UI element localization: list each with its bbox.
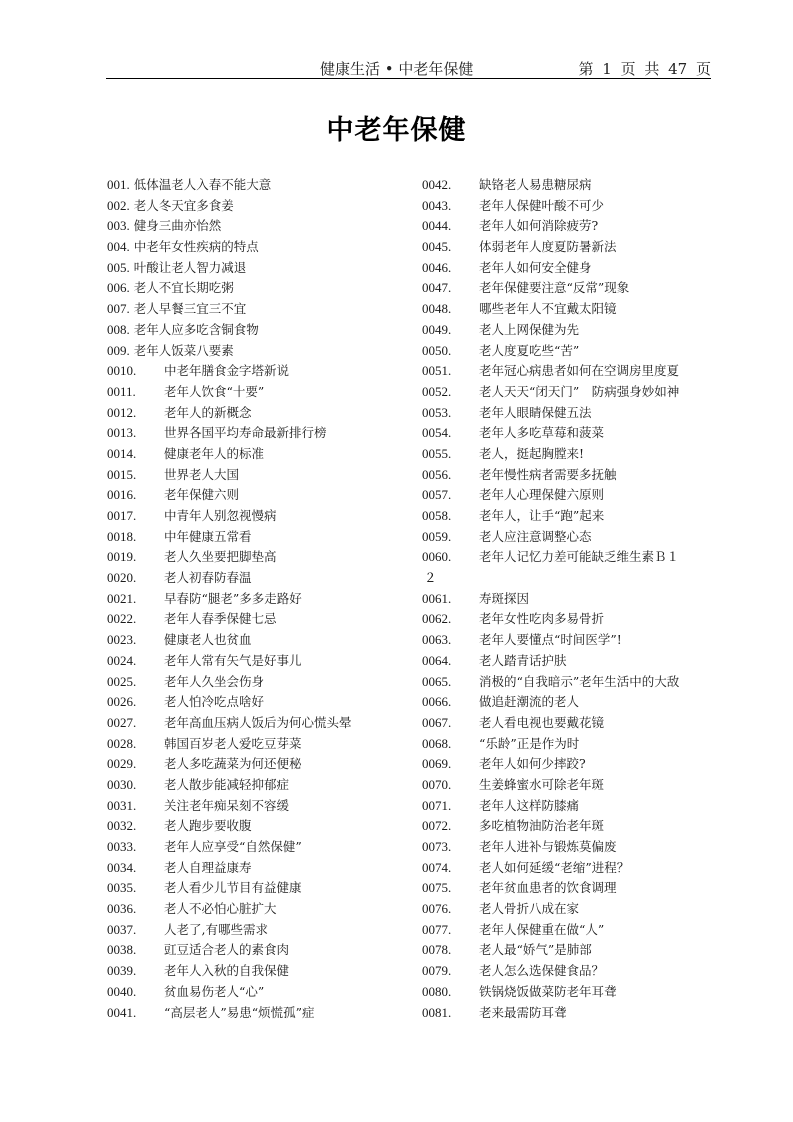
toc-entry-title: 老年高血压病人饭后为何心慌头晕 <box>164 714 352 730</box>
toc-entry-title: 豇豆适合老人的素食肉 <box>164 942 290 958</box>
toc-entry-number: 004. <box>107 239 130 255</box>
toc-entry-number: 0012. <box>107 404 137 420</box>
toc-entry-number: 0063. <box>422 632 452 648</box>
toc-entry-number: 0030. <box>107 776 137 792</box>
toc-entry[interactable] <box>422 403 722 424</box>
toc-entry[interactable] <box>422 816 722 837</box>
toc-entry-number: 0038. <box>107 942 137 958</box>
toc-entry[interactable] <box>422 423 722 444</box>
toc-entry-number: 0024. <box>107 652 137 668</box>
toc-entry[interactable] <box>107 382 407 403</box>
toc-entry-title: 老年人的新概念 <box>164 404 252 420</box>
toc-entry[interactable] <box>107 734 407 755</box>
toc-entry-number: 0058. <box>422 508 452 523</box>
toc-entry-number: 0076. <box>422 901 452 917</box>
toc-entry[interactable] <box>422 341 722 362</box>
toc-entry[interactable] <box>422 196 722 217</box>
toc-entry[interactable] <box>422 320 722 341</box>
toc-entry-title: 老人初春防春温 <box>164 570 252 586</box>
toc-entry[interactable] <box>422 734 722 755</box>
toc-entry-title: 老人上网保健为先 <box>479 321 580 337</box>
toc-entry-title: 老年人进补与锻炼莫偏废 <box>479 839 617 854</box>
toc-entry-title: 老人不宜长期吃粥 <box>133 280 234 296</box>
toc-entry-number: 0081. <box>422 1004 452 1020</box>
toc-entry-number: 0032. <box>107 818 137 834</box>
toc-entry-number: 0074. <box>422 859 452 875</box>
toc-entry-title: 健康老人也贫血 <box>164 632 252 648</box>
toc-entry-title: 叶酸让老人智力减退 <box>133 259 247 275</box>
toc-entry-title: 老年人这样防膝痛 <box>479 797 580 813</box>
toc-entry-title: 老人久坐要把脚垫高 <box>164 549 277 565</box>
toc-entry[interactable] <box>107 878 407 899</box>
toc-entry-title: 做追赶潮流的老人 <box>479 694 580 710</box>
toc-entry-title: 老人自理益康寿 <box>164 859 252 875</box>
toc-entry-title: 老人应注意调整心态 <box>479 528 592 544</box>
toc-entry-number: 0044. <box>422 218 452 234</box>
toc-entry-title: 贫血易伤老人“心” <box>164 983 265 999</box>
toc-entry-title: 健身三曲亦怡然 <box>133 218 222 234</box>
toc-entry[interactable] <box>107 320 407 341</box>
toc-entry[interactable] <box>107 651 407 672</box>
toc-entry[interactable] <box>107 713 407 734</box>
toc-entry-title: 老年保健要注意“反常”现象 <box>479 280 630 296</box>
toc-entry-title: 哪些老年人不宜戴太阳镜 <box>479 301 617 317</box>
toc-entry[interactable] <box>422 878 722 899</box>
toc-entry[interactable] <box>107 1003 407 1024</box>
toc-entry-number: 0016. <box>107 487 137 503</box>
toc-entry-number: 0060. <box>422 549 452 565</box>
toc-entry[interactable] <box>422 692 722 713</box>
toc-entry[interactable] <box>107 278 407 299</box>
toc-entry-title: 老年人常有矢气是好事儿 <box>164 652 302 668</box>
toc-entry-number: 0017. <box>107 508 137 523</box>
toc-entry-title: 关注老年痴呆刻不容缓 <box>164 797 290 813</box>
toc-entry-title: 世界老人大国 <box>164 466 240 482</box>
toc-entry-number: 0023. <box>107 632 137 648</box>
toc-entry[interactable] <box>422 651 722 672</box>
toc-entry-title: 老人不必怕心脏扩大 <box>164 901 277 917</box>
header-title: 健康生活 • 中老年保健 <box>320 60 474 78</box>
toc-entry[interactable] <box>422 672 722 693</box>
toc-entry-title: 多吃植物油防治老年斑 <box>479 818 605 834</box>
toc-entry-title: 老人多吃蔬菜为何还便秘 <box>164 756 302 772</box>
toc-entry-title: 生姜蜂蜜水可除老年斑 <box>479 776 605 792</box>
toc-entry-number: 0050. <box>422 342 452 358</box>
toc-entry-title: 老年人如何消除疲劳? <box>479 218 599 234</box>
toc-entry-number: 0051. <box>422 363 452 379</box>
toc-entry-number: 0057. <box>422 487 452 503</box>
toc-entry-number: 001. <box>107 177 130 192</box>
toc-entry-number: 0037. <box>107 921 137 937</box>
toc-entry-number: 0069. <box>422 756 452 772</box>
toc-entry-title: 早春防“腿老”多多走路好 <box>164 590 302 606</box>
toc-entry[interactable] <box>422 961 722 982</box>
toc-entry[interactable] <box>107 775 407 796</box>
toc-entry-title: 老年人要懂点“时间医学”! <box>479 632 622 648</box>
toc-entry-title: 老人度夏吃些“苦” <box>479 342 580 358</box>
toc-entry-number: 0010. <box>107 363 137 379</box>
toc-entry-title: 老年人饮食“十要” <box>164 383 265 399</box>
toc-entry-number: 0026. <box>107 694 137 710</box>
toc-entry[interactable] <box>107 982 407 1003</box>
toc-entry-title: 铁锅烧饭做菜防老年耳聋 <box>479 983 617 999</box>
toc-entry-title: 老年慢性病者需要多抚触 <box>479 466 617 482</box>
toc-entry-number: 003. <box>107 218 130 234</box>
toc-entry-number: 0048. <box>422 301 452 317</box>
toc-entry[interactable] <box>422 940 722 961</box>
toc-entry-title: 老人冬天宜多食姜 <box>133 197 234 213</box>
toc-entry-number: 0067. <box>422 714 452 730</box>
toc-entry[interactable] <box>422 527 722 548</box>
toc-entry-title: 老年保健六则 <box>164 487 240 503</box>
toc-entry-number: 0052. <box>422 383 452 399</box>
toc-entry-number: 0078. <box>422 942 452 958</box>
toc-entry[interactable] <box>107 692 407 713</box>
toc-entry-number: 0040. <box>107 983 137 999</box>
toc-entry-title: 老年人如何安全健身 <box>479 259 592 275</box>
toc-entry-number: 0022. <box>107 611 137 627</box>
toc-entry[interactable] <box>107 837 407 858</box>
toc-entry-title: 老人跑步要收腹 <box>164 818 252 834</box>
toc-entry-title: 人老了,有哪些需求 <box>164 921 268 937</box>
toc-entry-number: 0047. <box>422 280 452 296</box>
toc-entry[interactable] <box>107 423 407 444</box>
toc-entry[interactable] <box>422 485 722 506</box>
toc-entry-number: 0014. <box>107 445 137 461</box>
toc-entry-number: 0025. <box>107 673 137 689</box>
toc-entry-title: 老人最“娇气”是肺部 <box>479 942 592 958</box>
toc-entry-number: 0041. <box>107 1004 137 1020</box>
toc-entry-title: 老年女性吃肉多易骨折 <box>479 611 605 627</box>
toc-entry[interactable] <box>107 858 407 879</box>
toc-entry[interactable] <box>107 485 407 506</box>
toc-entry-title: 老年人入秋的自我保健 <box>164 963 290 979</box>
toc-entry[interactable] <box>107 672 407 693</box>
toc-entry[interactable] <box>422 858 722 879</box>
toc-entry-number: 0039. <box>107 963 137 979</box>
toc-entry-title: 老人看电视也要戴花镜 <box>479 714 605 730</box>
toc-entry-number: 0046. <box>422 259 452 275</box>
toc-entry-number: 0015. <box>107 466 137 482</box>
toc-entry-title: 老年人记忆力差可能缺乏维生素Ｂ１ <box>479 549 680 565</box>
toc-entry-number: 0059. <box>422 528 452 544</box>
toc-entry-number: 008. <box>107 321 130 337</box>
toc-entry-title: 世界各国平均寿命最新排行榜 <box>164 425 327 441</box>
toc-entry[interactable] <box>422 216 722 237</box>
toc-entry-title: 中青年人别忽视慢病 <box>164 508 277 523</box>
toc-entry[interactable] <box>107 547 407 568</box>
toc-entry[interactable] <box>107 589 407 610</box>
toc-entry[interactable] <box>422 796 722 817</box>
toc-entry[interactable] <box>422 899 722 920</box>
toc-entry-number: 0053. <box>422 404 452 420</box>
toc-entry-number: 0042. <box>422 177 452 192</box>
toc-entry-number: 0056. <box>422 466 452 482</box>
toc-entry[interactable] <box>422 465 722 486</box>
toc-entry-number: 006. <box>107 280 130 296</box>
toc-entry-title: 老年人应多吃含铜食物 <box>133 321 259 337</box>
toc-right-column <box>422 175 722 1023</box>
toc-entry-number: 002. <box>107 197 130 213</box>
toc-entry[interactable] <box>107 816 407 837</box>
toc-entry-title: 老年人心理保健六原则 <box>479 487 605 503</box>
toc-entry-title: 老人如何延缓“老缩”进程？ <box>479 859 630 875</box>
toc-entry-number: 0027. <box>107 714 137 730</box>
toc-entry-title: 中老年女性疾病的特点 <box>133 239 259 255</box>
toc-entry-number: 0073. <box>422 839 452 854</box>
toc-entry-number: 0077. <box>422 921 452 937</box>
toc-entry[interactable] <box>107 961 407 982</box>
toc-entry-number: 009. <box>107 342 130 358</box>
toc-entry[interactable] <box>422 609 722 630</box>
toc-entry-title: 韩国百岁老人爱吃豆芽菜 <box>164 735 302 751</box>
toc-entry-title: 老年人，让手“跑”起来 <box>479 508 605 523</box>
toc-entry-title: 老人，挺起胸膛来! <box>479 445 585 461</box>
page-counter: 第 1 页 共 47 页 <box>578 60 711 78</box>
toc-entry-title: “高层老人”易患“烦慌孤”症 <box>164 1004 315 1020</box>
toc-entry[interactable] <box>422 175 722 196</box>
toc-entry[interactable] <box>107 403 407 424</box>
toc-entry-title: 老年人久坐会伤身 <box>164 673 265 689</box>
toc-entry-number: 0065. <box>422 673 452 689</box>
toc-entry[interactable] <box>107 609 407 630</box>
toc-entry[interactable] <box>422 258 722 279</box>
toc-entry[interactable] <box>107 299 407 320</box>
toc-entry-title: 老人骨折八成在家 <box>479 901 580 917</box>
toc-entry-title-continuation: ２ <box>424 570 437 586</box>
toc-entry-number: 0080. <box>422 983 452 999</box>
toc-entry[interactable] <box>422 589 722 610</box>
toc-entry[interactable] <box>422 361 722 382</box>
toc-entry-title: 老年人保健重在做“人” <box>479 921 605 937</box>
toc-entry-title: 低体温老人入春不能大意 <box>133 177 272 192</box>
toc-entry[interactable] <box>107 361 407 382</box>
toc-entry-number: 0062. <box>422 611 452 627</box>
toc-entry[interactable] <box>422 837 722 858</box>
toc-entry-title: 老年贫血患者的饮食调理 <box>479 880 617 896</box>
toc-entry[interactable] <box>422 506 722 527</box>
toc-entry-number: 0061. <box>422 590 452 606</box>
toc-entry[interactable] <box>422 920 722 941</box>
toc-entry-title: 老人踏青话护肤 <box>479 652 567 668</box>
toc-entry-number: 0019. <box>107 549 137 565</box>
toc-entry-title: 缺铬老人易患糖尿病 <box>479 177 592 192</box>
toc-entry[interactable] <box>422 299 722 320</box>
toc-entry-title: 老年人眼睛保健五法 <box>479 404 592 420</box>
toc-entry-number: 0066. <box>422 694 452 710</box>
toc-entry-number: 0054. <box>422 425 452 441</box>
toc-entry-number: 0036. <box>107 901 137 917</box>
toc-entry[interactable] <box>422 382 722 403</box>
toc-entry-title: 老年人如何少摔跤? <box>479 756 586 772</box>
toc-entry[interactable] <box>107 796 407 817</box>
toc-entry-number: 0055. <box>422 445 452 461</box>
toc-entry-number: 0035. <box>107 880 137 896</box>
toc-entry[interactable] <box>422 444 722 465</box>
toc-entry[interactable] <box>107 754 407 775</box>
toc-entry[interactable] <box>107 940 407 961</box>
toc-entry-number: 0043. <box>422 197 452 213</box>
toc-entry-number: 0068. <box>422 735 452 751</box>
toc-entry-title: 老年人保健叶酸不可少 <box>479 197 605 213</box>
toc-entry[interactable] <box>107 216 407 237</box>
toc-entry[interactable] <box>422 1003 722 1024</box>
toc-entry[interactable] <box>422 713 722 734</box>
toc-entry-number: 005. <box>107 259 130 275</box>
toc-entry-number: 0079. <box>422 963 452 979</box>
toc-entry-title: 老人看少儿节目有益健康 <box>164 880 302 896</box>
toc-entry-number: 0049. <box>422 321 452 337</box>
toc-entry[interactable] <box>107 341 407 362</box>
toc-entry-title: 寿斑探因 <box>479 590 530 606</box>
toc-entry[interactable] <box>422 775 722 796</box>
toc-entry-title: 老年人春季保健七忌 <box>164 611 277 627</box>
toc-entry-title: 中年健康五常看 <box>164 528 252 544</box>
toc-entry-number: 0071. <box>422 797 452 813</box>
toc-entry[interactable] <box>107 258 407 279</box>
toc-entry[interactable] <box>107 506 407 527</box>
toc-entry-number: 0020. <box>107 570 137 586</box>
toc-entry-number: 0033. <box>107 839 137 854</box>
toc-entry-number: 0070. <box>422 776 452 792</box>
document-title: 中老年保健 <box>326 115 467 146</box>
toc-entry-title: 体弱老年人度夏防暑新法 <box>479 239 617 255</box>
toc-entry-title: 老人怕冷吃点啥好 <box>164 694 265 710</box>
toc-entry[interactable] <box>422 754 722 775</box>
toc-entry-title: 中老年膳食金字塔新说 <box>164 363 290 379</box>
toc-entry-number: 0072. <box>422 818 452 834</box>
toc-entry-number: 007. <box>107 301 130 317</box>
toc-entry[interactable] <box>107 237 407 258</box>
toc-entry-number: 0045. <box>422 239 452 255</box>
toc-entry[interactable] <box>422 982 722 1003</box>
toc-entry-title: 老来最需防耳聋 <box>479 1004 567 1020</box>
toc-entry[interactable] <box>107 527 407 548</box>
toc-entry[interactable] <box>107 196 407 217</box>
toc-entry-title: 老年人饭菜八要素 <box>133 342 234 358</box>
toc-entry[interactable] <box>422 237 722 258</box>
toc-entry[interactable] <box>107 444 407 465</box>
toc-entry-title: 老年人应享受“自然保健” <box>164 839 302 854</box>
toc-entry[interactable] <box>107 568 407 589</box>
toc-entry[interactable] <box>107 920 407 941</box>
toc-left-column <box>107 175 407 1023</box>
toc-entry-number: 0034. <box>107 859 137 875</box>
toc-entry-title: 老人怎么选保健食品？ <box>479 963 605 979</box>
toc-entry-title: 老人早餐三宜三不宜 <box>133 301 247 317</box>
toc-entry-number: 0064. <box>422 652 452 668</box>
toc-entry-title: “乐龄”正是作为时 <box>479 735 580 751</box>
toc-entry-number: 0011. <box>107 383 136 399</box>
toc-entry-number: 0021. <box>107 590 137 606</box>
toc-entry-number: 0029. <box>107 756 137 772</box>
toc-entry-title: 老年人多吃草莓和菠菜 <box>479 425 605 441</box>
toc-entry-number: 0028. <box>107 735 137 751</box>
toc-entry-title: 老人散步能减轻抑郁症 <box>164 776 290 792</box>
toc-entry-number: 0013. <box>107 425 137 441</box>
toc-entry-title: 老年冠心病患者如何在空调房里度夏 <box>479 363 680 379</box>
toc-entry-number: 0031. <box>107 797 137 813</box>
toc-entry-number: 0018. <box>107 528 137 544</box>
toc-entry[interactable] <box>107 899 407 920</box>
toc-entry-title: 消极的“自我暗示”老年生活中的大敌 <box>479 673 680 689</box>
toc-entry[interactable] <box>107 175 407 196</box>
toc-entry[interactable] <box>422 278 722 299</box>
toc-entry-title: 老人天天“闭天门” 防病强身妙如神 <box>479 383 680 399</box>
page-header <box>106 56 711 79</box>
toc-entry-title: 健康老年人的标准 <box>164 445 265 461</box>
toc-entry-number: 0075. <box>422 880 452 896</box>
toc-entry[interactable] <box>422 630 722 651</box>
toc-entry[interactable] <box>422 547 722 568</box>
toc-entry[interactable] <box>107 630 407 651</box>
toc-entry[interactable] <box>107 465 407 486</box>
